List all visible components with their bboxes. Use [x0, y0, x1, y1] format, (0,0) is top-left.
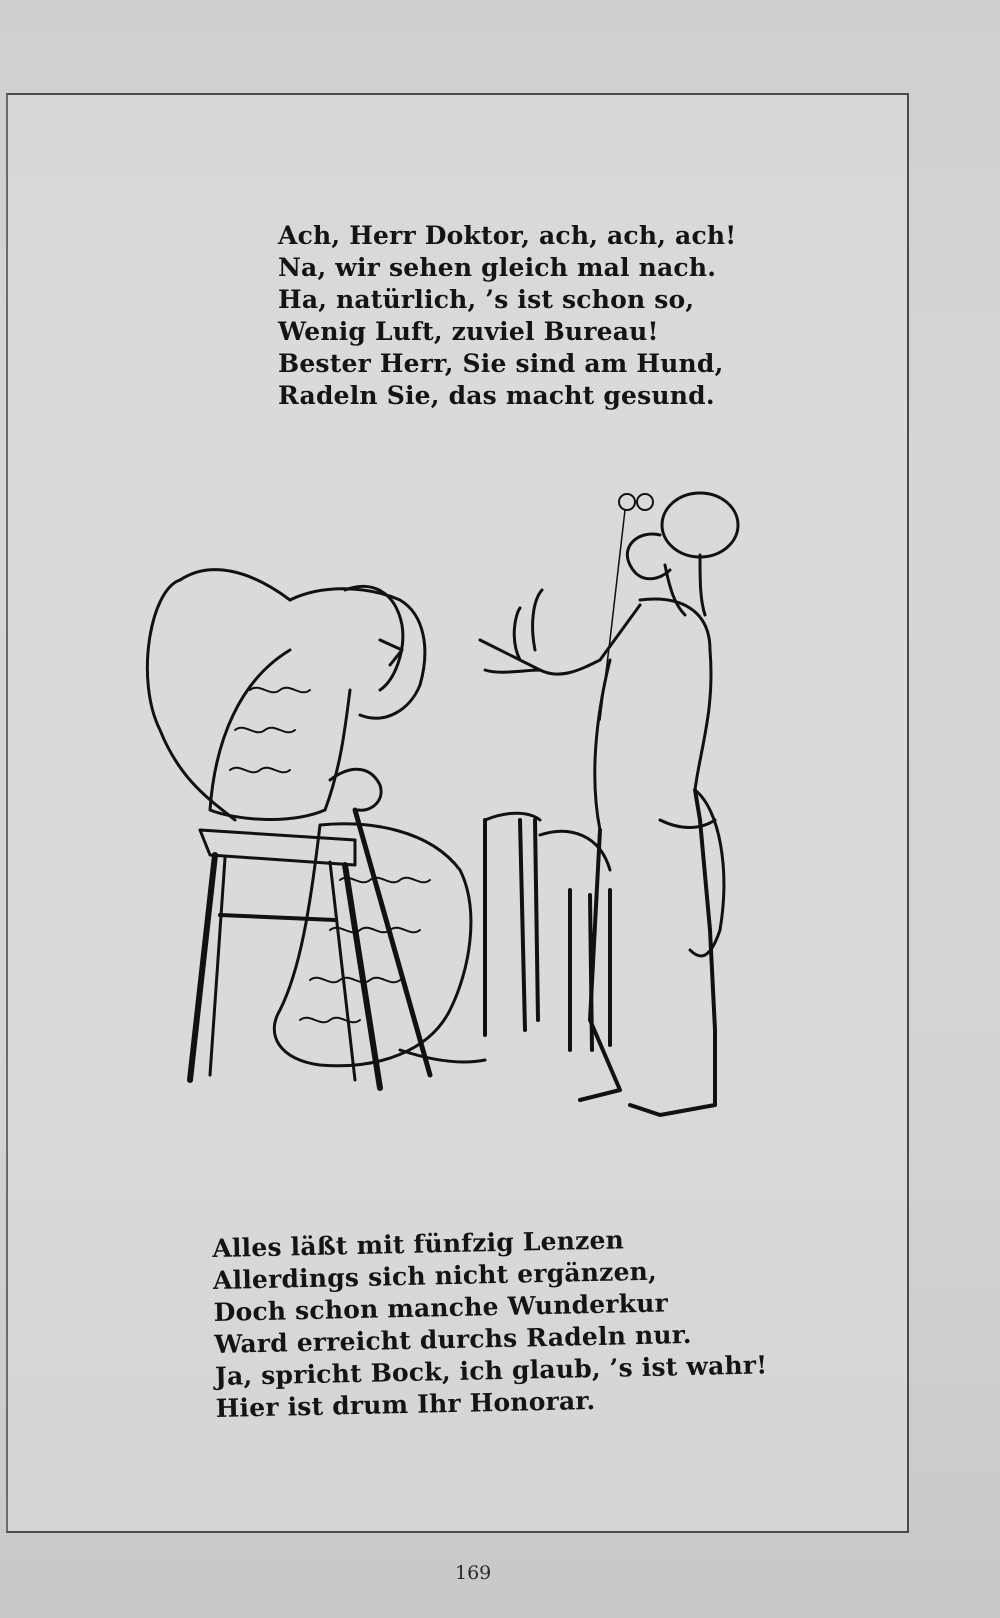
verse-line: Alles läßt mit fünfzig Lenzen: [212, 1225, 625, 1263]
chair-seat: [200, 830, 355, 865]
doctor-coat: [640, 599, 711, 790]
verse-line: Hier ist drum Ihr Honorar.: [215, 1386, 596, 1423]
verse-line: Radeln Sie, das macht gesund.: [278, 381, 715, 410]
verse-bottom: [212, 1221, 768, 1425]
verse-line: Wenig Luft, zuviel Bureau!: [278, 317, 659, 346]
verse-top: [278, 220, 736, 412]
doctor-patient-illustration: [140, 490, 760, 1160]
patient-torso: [210, 650, 350, 819]
doctor-leg-right: [630, 790, 715, 1115]
verse-line: Ha, natürlich, ’s ist schon so,: [278, 285, 695, 314]
stool-legs: [570, 890, 610, 1050]
doctor-leg-left: [580, 830, 620, 1100]
verse-line: Ward erreicht durchs Radeln nur.: [214, 1319, 692, 1359]
doctor-head: [662, 493, 738, 557]
walking-cane: [355, 810, 430, 1075]
verse-line: Allerdings sich nicht ergänzen,: [212, 1256, 658, 1295]
verse-line: Ach, Herr Doktor, ach, ach, ach!: [278, 221, 737, 250]
draped-cloth: [485, 820, 538, 1035]
verse-line: Bester Herr, Sie sind am Hund,: [278, 349, 724, 378]
chair-back: [147, 580, 235, 820]
patient-hands: [330, 769, 381, 810]
doctor-arm: [540, 605, 640, 674]
verse-line: Ja, spricht Bock, ich glaub, ’s ist wahr!: [214, 1350, 768, 1391]
patient-head: [290, 589, 425, 718]
pince-nez: [619, 494, 635, 510]
verse-line: Doch schon manche Wunderkur: [213, 1288, 669, 1327]
verse-line: Na, wir sehen gleich mal nach.: [278, 253, 717, 282]
page-number: 169: [455, 1562, 492, 1584]
